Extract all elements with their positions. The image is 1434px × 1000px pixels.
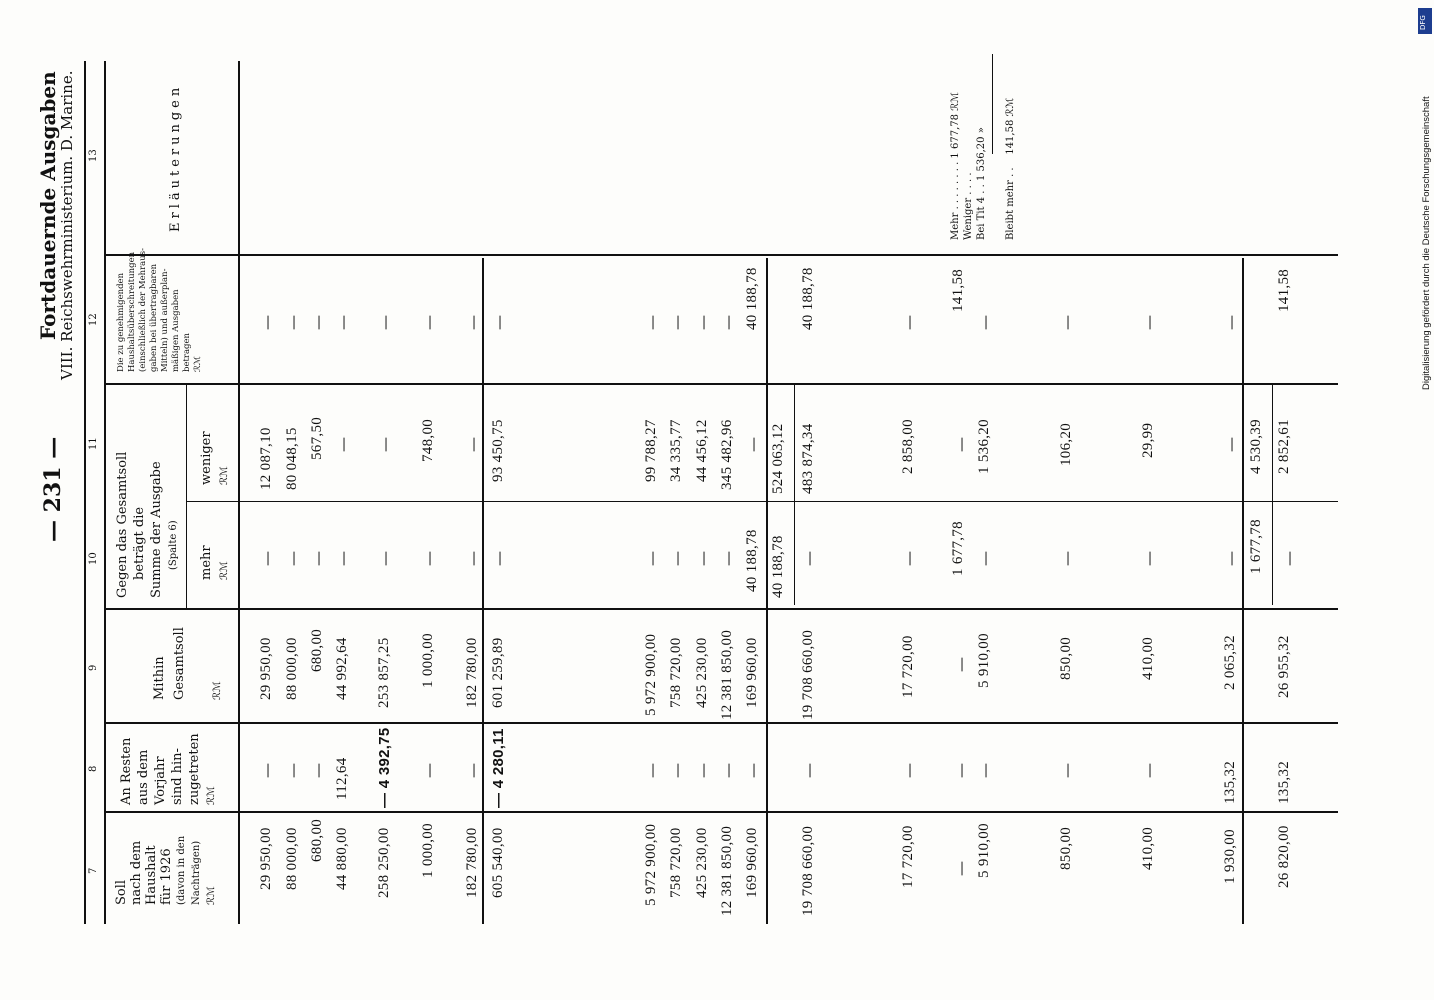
cell: — (800, 763, 818, 778)
cell: — (1058, 763, 1076, 778)
cell: — (334, 551, 352, 566)
cell: 17 720,00 (900, 825, 916, 888)
cell: 135,32 (1222, 760, 1238, 804)
cell: 748,00 (420, 418, 436, 462)
rule (482, 258, 484, 924)
rule (794, 385, 795, 605)
cell: 1 536,20 (976, 419, 992, 474)
page-title: Fortdauernde Ausgaben (36, 71, 60, 340)
cell: 2 858,00 (900, 419, 916, 474)
cell: — (1222, 437, 1240, 452)
note-bleibt: Bleibt mehr . . 141,58 ℛℳ (1005, 97, 1016, 240)
cell: 169 960,00 (744, 637, 760, 708)
rule (186, 501, 1338, 502)
cell: 524 063,12 (770, 423, 786, 494)
cell: 44 456,12 (694, 419, 710, 482)
cell: — (900, 315, 918, 330)
cell: 106,20 (1058, 422, 1074, 466)
cell: — (719, 315, 737, 330)
header-col9: Mithin Gesamtsoll ℛℳ (152, 627, 223, 700)
cell: 601 259,89 (490, 637, 506, 708)
cell: — (952, 657, 970, 672)
cell: — (952, 437, 970, 452)
header-col13: Erläuterungen (168, 83, 183, 232)
cell: 345 482,96 (719, 419, 735, 490)
cell: 680,00 (309, 628, 325, 672)
cell: — (1280, 551, 1298, 566)
cell: — (694, 763, 712, 778)
cell: — (719, 763, 737, 778)
cell: 12 381 850,00 (719, 629, 735, 720)
rule (104, 811, 1338, 813)
header-col10: Gegen das Gesamtsoll beträgt die Summe der Ausgabe (Spalte 6) (115, 451, 179, 598)
cell: 34 335,77 (668, 419, 684, 482)
header-col11-sub: weniger ℛℳ (199, 431, 230, 485)
cell: 12 087,10 (258, 427, 274, 490)
cell: 40 188,78 (770, 535, 786, 598)
cell: — 4 392,75 (376, 727, 393, 808)
cell: 40 188,78 (744, 267, 760, 330)
cell: — (976, 315, 994, 330)
cell: 182 780,00 (464, 827, 480, 898)
cell: — (464, 437, 482, 452)
cell: 4 530,39 (1248, 419, 1264, 474)
cell: — (376, 437, 394, 452)
rule (992, 54, 993, 154)
cell: — (309, 551, 327, 566)
cell: — (258, 315, 276, 330)
cell: — (976, 763, 994, 778)
cell: — (643, 763, 661, 778)
colnum-11: 11 (88, 437, 99, 450)
cell: — (952, 763, 970, 778)
rule (1242, 258, 1244, 924)
cell: — 4 280,11 (490, 728, 507, 808)
cell: — (1222, 315, 1240, 330)
colnum-8: 8 (88, 765, 99, 772)
cell: 1 677,78 (1248, 519, 1264, 574)
cell: 19 708 660,00 (800, 629, 816, 720)
cell: — (1058, 315, 1076, 330)
cell: — (464, 763, 482, 778)
cell: 19 708 660,00 (800, 825, 816, 916)
cell: — (334, 315, 352, 330)
cell: 5 972 900,00 (643, 823, 659, 906)
cell: — (284, 551, 302, 566)
cell: 1 930,00 (1222, 829, 1238, 884)
colnum-10: 10 (88, 552, 99, 565)
colnum-12: 12 (88, 313, 99, 326)
cell: — (694, 551, 712, 566)
cell: 605 540,00 (490, 827, 506, 898)
cell: — (284, 315, 302, 330)
cell: 5 910,00 (976, 633, 992, 688)
cell: 253 857,25 (376, 637, 392, 708)
cell: 141,58 (950, 268, 966, 312)
cell: 99 788,27 (643, 419, 659, 482)
header-col10-sub: mehr ℛℳ (199, 545, 230, 580)
rule (104, 254, 1338, 256)
cell: — (744, 763, 762, 778)
cell: — (900, 763, 918, 778)
rule (238, 61, 240, 924)
cell: 29,99 (1140, 422, 1156, 458)
cell: 26 820,00 (1276, 825, 1292, 888)
cell: — (376, 315, 394, 330)
cell: — (1222, 551, 1240, 566)
cell: 112,64 (334, 757, 350, 800)
cell: — (668, 551, 686, 566)
cell: 410,00 (1140, 826, 1156, 870)
cell: — (1140, 763, 1158, 778)
header-col12: Die zu genehmigenden Haushaltsüberschreitungen (einschließlich der Mehraus- gaben bei übertragbaren Mitteln) und außerplan- mäßigen Ausgaben betragen ℛℳ (116, 248, 203, 372)
colnum-13: 13 (88, 149, 99, 162)
cell: 80 048,15 (284, 427, 300, 490)
page-number: — 231 — (40, 436, 66, 542)
cell: 758 720,00 (668, 827, 684, 898)
cell: — (694, 315, 712, 330)
cell: — (976, 551, 994, 566)
cell: — (420, 763, 438, 778)
rule (766, 258, 768, 924)
cell: 410,00 (1140, 636, 1156, 680)
cell: — (900, 551, 918, 566)
cell: 1 000,00 (420, 633, 436, 688)
cell: 425 230,00 (694, 637, 710, 708)
cell: 850,00 (1058, 826, 1074, 870)
rule (186, 385, 187, 608)
cell: — (490, 315, 508, 330)
cell: 5 972 900,00 (643, 633, 659, 716)
note-mehr: Mehr . . . . . . . . 1 677,78 ℛℳ (950, 92, 961, 240)
cell: 850,00 (1058, 636, 1074, 680)
cell: 1 000,00 (420, 823, 436, 878)
cell: 425 230,00 (694, 827, 710, 898)
note-bei: Bei Tit 4 . . 1 536,20 » (976, 127, 987, 240)
cell: — (334, 437, 352, 452)
header-col7: Soll nach dem Haushalt für 1926 (davon in den Nachträgen) ℛℳ (114, 835, 217, 905)
cell: — (420, 551, 438, 566)
cell: — (420, 315, 438, 330)
cell: — (800, 551, 818, 566)
cell: 29 950,00 (258, 637, 274, 700)
cell: — (668, 315, 686, 330)
note-weniger: Weniger . . . . (963, 172, 974, 240)
cell: 1 677,78 (950, 521, 966, 576)
cell: 169 960,00 (744, 827, 760, 898)
cell: 135,32 (1276, 760, 1292, 804)
cell: — (744, 437, 762, 452)
cell: 483 874,34 (800, 423, 816, 494)
cell: — (464, 315, 482, 330)
rule (1272, 385, 1273, 605)
cell: 93 450,75 (490, 419, 506, 482)
cell: 567,50 (309, 416, 325, 460)
cell: 44 992,64 (334, 637, 350, 700)
colnum-7: 7 (88, 867, 99, 874)
cell: 5 910,00 (976, 823, 992, 878)
cell: — (952, 861, 970, 876)
cell: 17 720,00 (900, 635, 916, 698)
credit-line: Digitalisierung gefördert durch die Deutsche Forschungsgemeinschaft (1421, 96, 1432, 390)
colnum-9: 9 (88, 664, 99, 671)
cell: 40 188,78 (744, 529, 760, 592)
cell: 2 852,61 (1276, 419, 1292, 474)
cell: — (309, 315, 327, 330)
dfg-logo: DFG (1418, 8, 1432, 34)
rule (104, 722, 1338, 724)
cell: 2 065,32 (1222, 635, 1238, 690)
cell: 88 000,00 (284, 637, 300, 700)
cell: 29 950,00 (258, 827, 274, 890)
cell: 44 880,00 (334, 827, 350, 890)
rule (104, 61, 106, 924)
page-subtitle: VIII. Reichswehrministerium. D. Marine. (58, 70, 76, 380)
header-col8: An Resten aus dem Vorjahr sind hin- zugetreten ℛℳ (119, 733, 217, 805)
cell: 758 720,00 (668, 637, 684, 708)
cell: — (719, 551, 737, 566)
cell: — (464, 551, 482, 566)
cell: — (376, 551, 394, 566)
rule (84, 61, 86, 924)
cell: 182 780,00 (464, 637, 480, 708)
cell: — (1140, 551, 1158, 566)
cell: 258 250,00 (376, 827, 392, 898)
rule (104, 383, 1338, 385)
cell: — (258, 763, 276, 778)
cell: 26 955,32 (1276, 635, 1292, 698)
cell: 680,00 (309, 818, 325, 862)
cell: 40 188,78 (800, 267, 816, 330)
cell: — (668, 763, 686, 778)
cell: — (284, 763, 302, 778)
cell: — (258, 551, 276, 566)
rule (104, 608, 1338, 610)
cell: — (643, 315, 661, 330)
cell: — (490, 551, 508, 566)
cell: — (309, 763, 327, 778)
cell: 12 381 850,00 (719, 825, 735, 916)
cell: — (1058, 551, 1076, 566)
cell: — (643, 551, 661, 566)
cell: 141,58 (1276, 268, 1292, 312)
cell: — (1140, 315, 1158, 330)
cell: 88 000,00 (284, 827, 300, 890)
